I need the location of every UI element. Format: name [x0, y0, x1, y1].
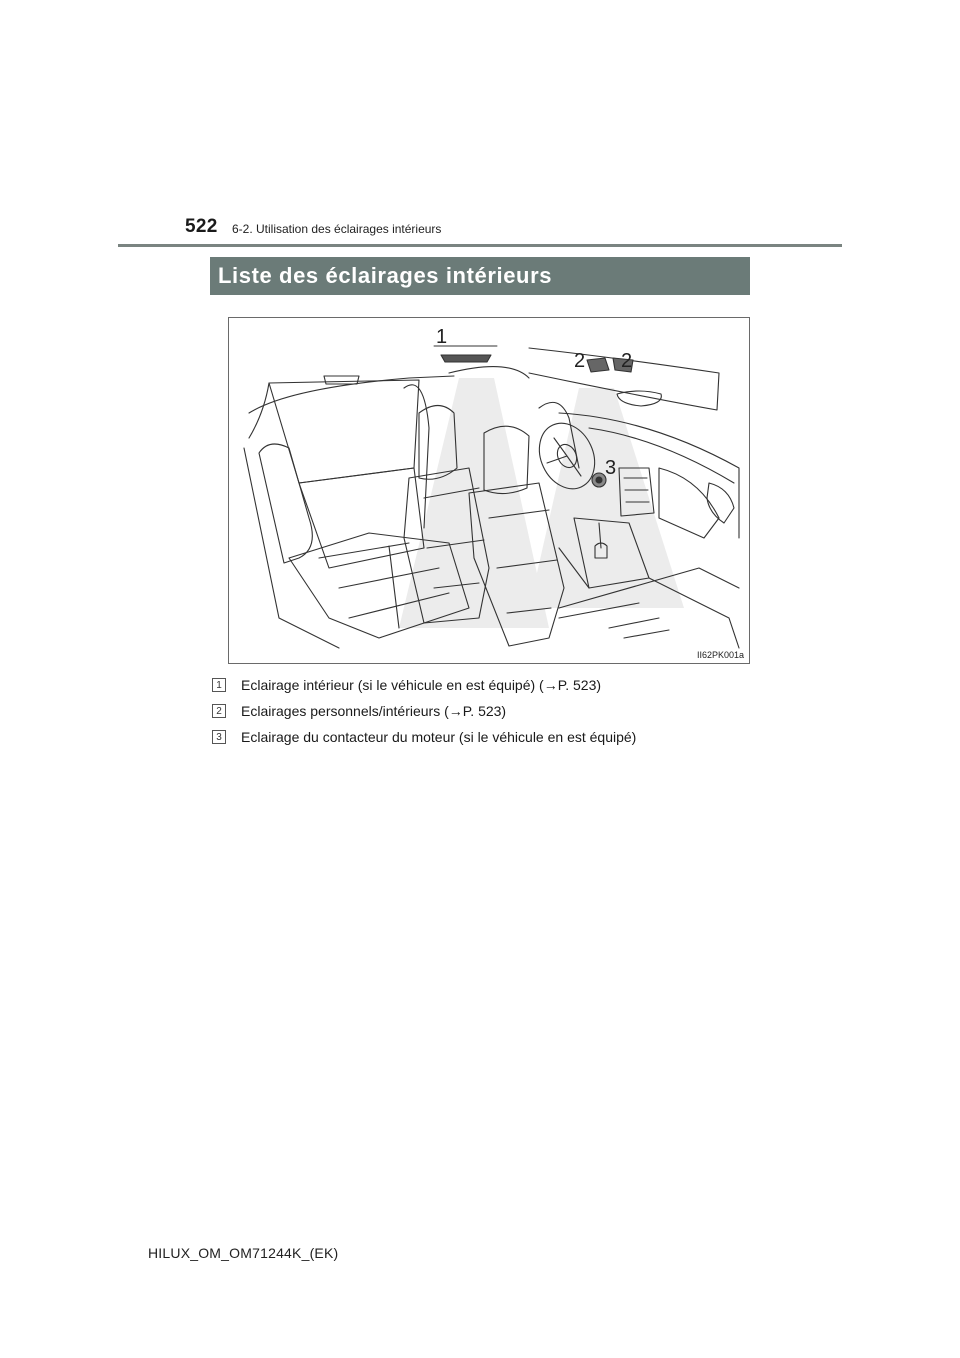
legend-number: 2 [212, 704, 226, 718]
callout-3: 3 [605, 457, 617, 479]
callout-2-left: 2 [574, 350, 586, 372]
callout-1: 1 [436, 326, 448, 348]
figure-code: II62PK001a [696, 650, 744, 660]
legend-item [212, 672, 752, 698]
section-title: Liste des éclairages intérieurs [218, 263, 553, 288]
legend-text: Eclairage du contacteur du moteur (si le véhicule en est équipé) [241, 729, 637, 745]
legend-number: 1 [212, 678, 226, 692]
legend-number: 3 [212, 730, 226, 744]
legend-item [212, 724, 752, 750]
page-number: 522 [185, 216, 218, 237]
interior-lights-figure [228, 317, 750, 664]
section-title-bar [210, 257, 750, 295]
legend-text: Eclairage intérieur (si le véhicule en est équipé) (→P. 523) [241, 677, 602, 693]
callout-2-right: 2 [621, 350, 633, 372]
legend-item [212, 698, 752, 724]
section-reference: 6-2. Utilisation des éclairages intérieurs [232, 222, 442, 236]
footer-document-id: HILUX_OM_OM71244K_(EK) [148, 1245, 339, 1261]
legend-list [212, 672, 752, 750]
header-rule [118, 244, 842, 247]
car-interior-illustration [229, 318, 749, 663]
legend-text: Eclairages personnels/intérieurs (→P. 523) [241, 703, 507, 719]
